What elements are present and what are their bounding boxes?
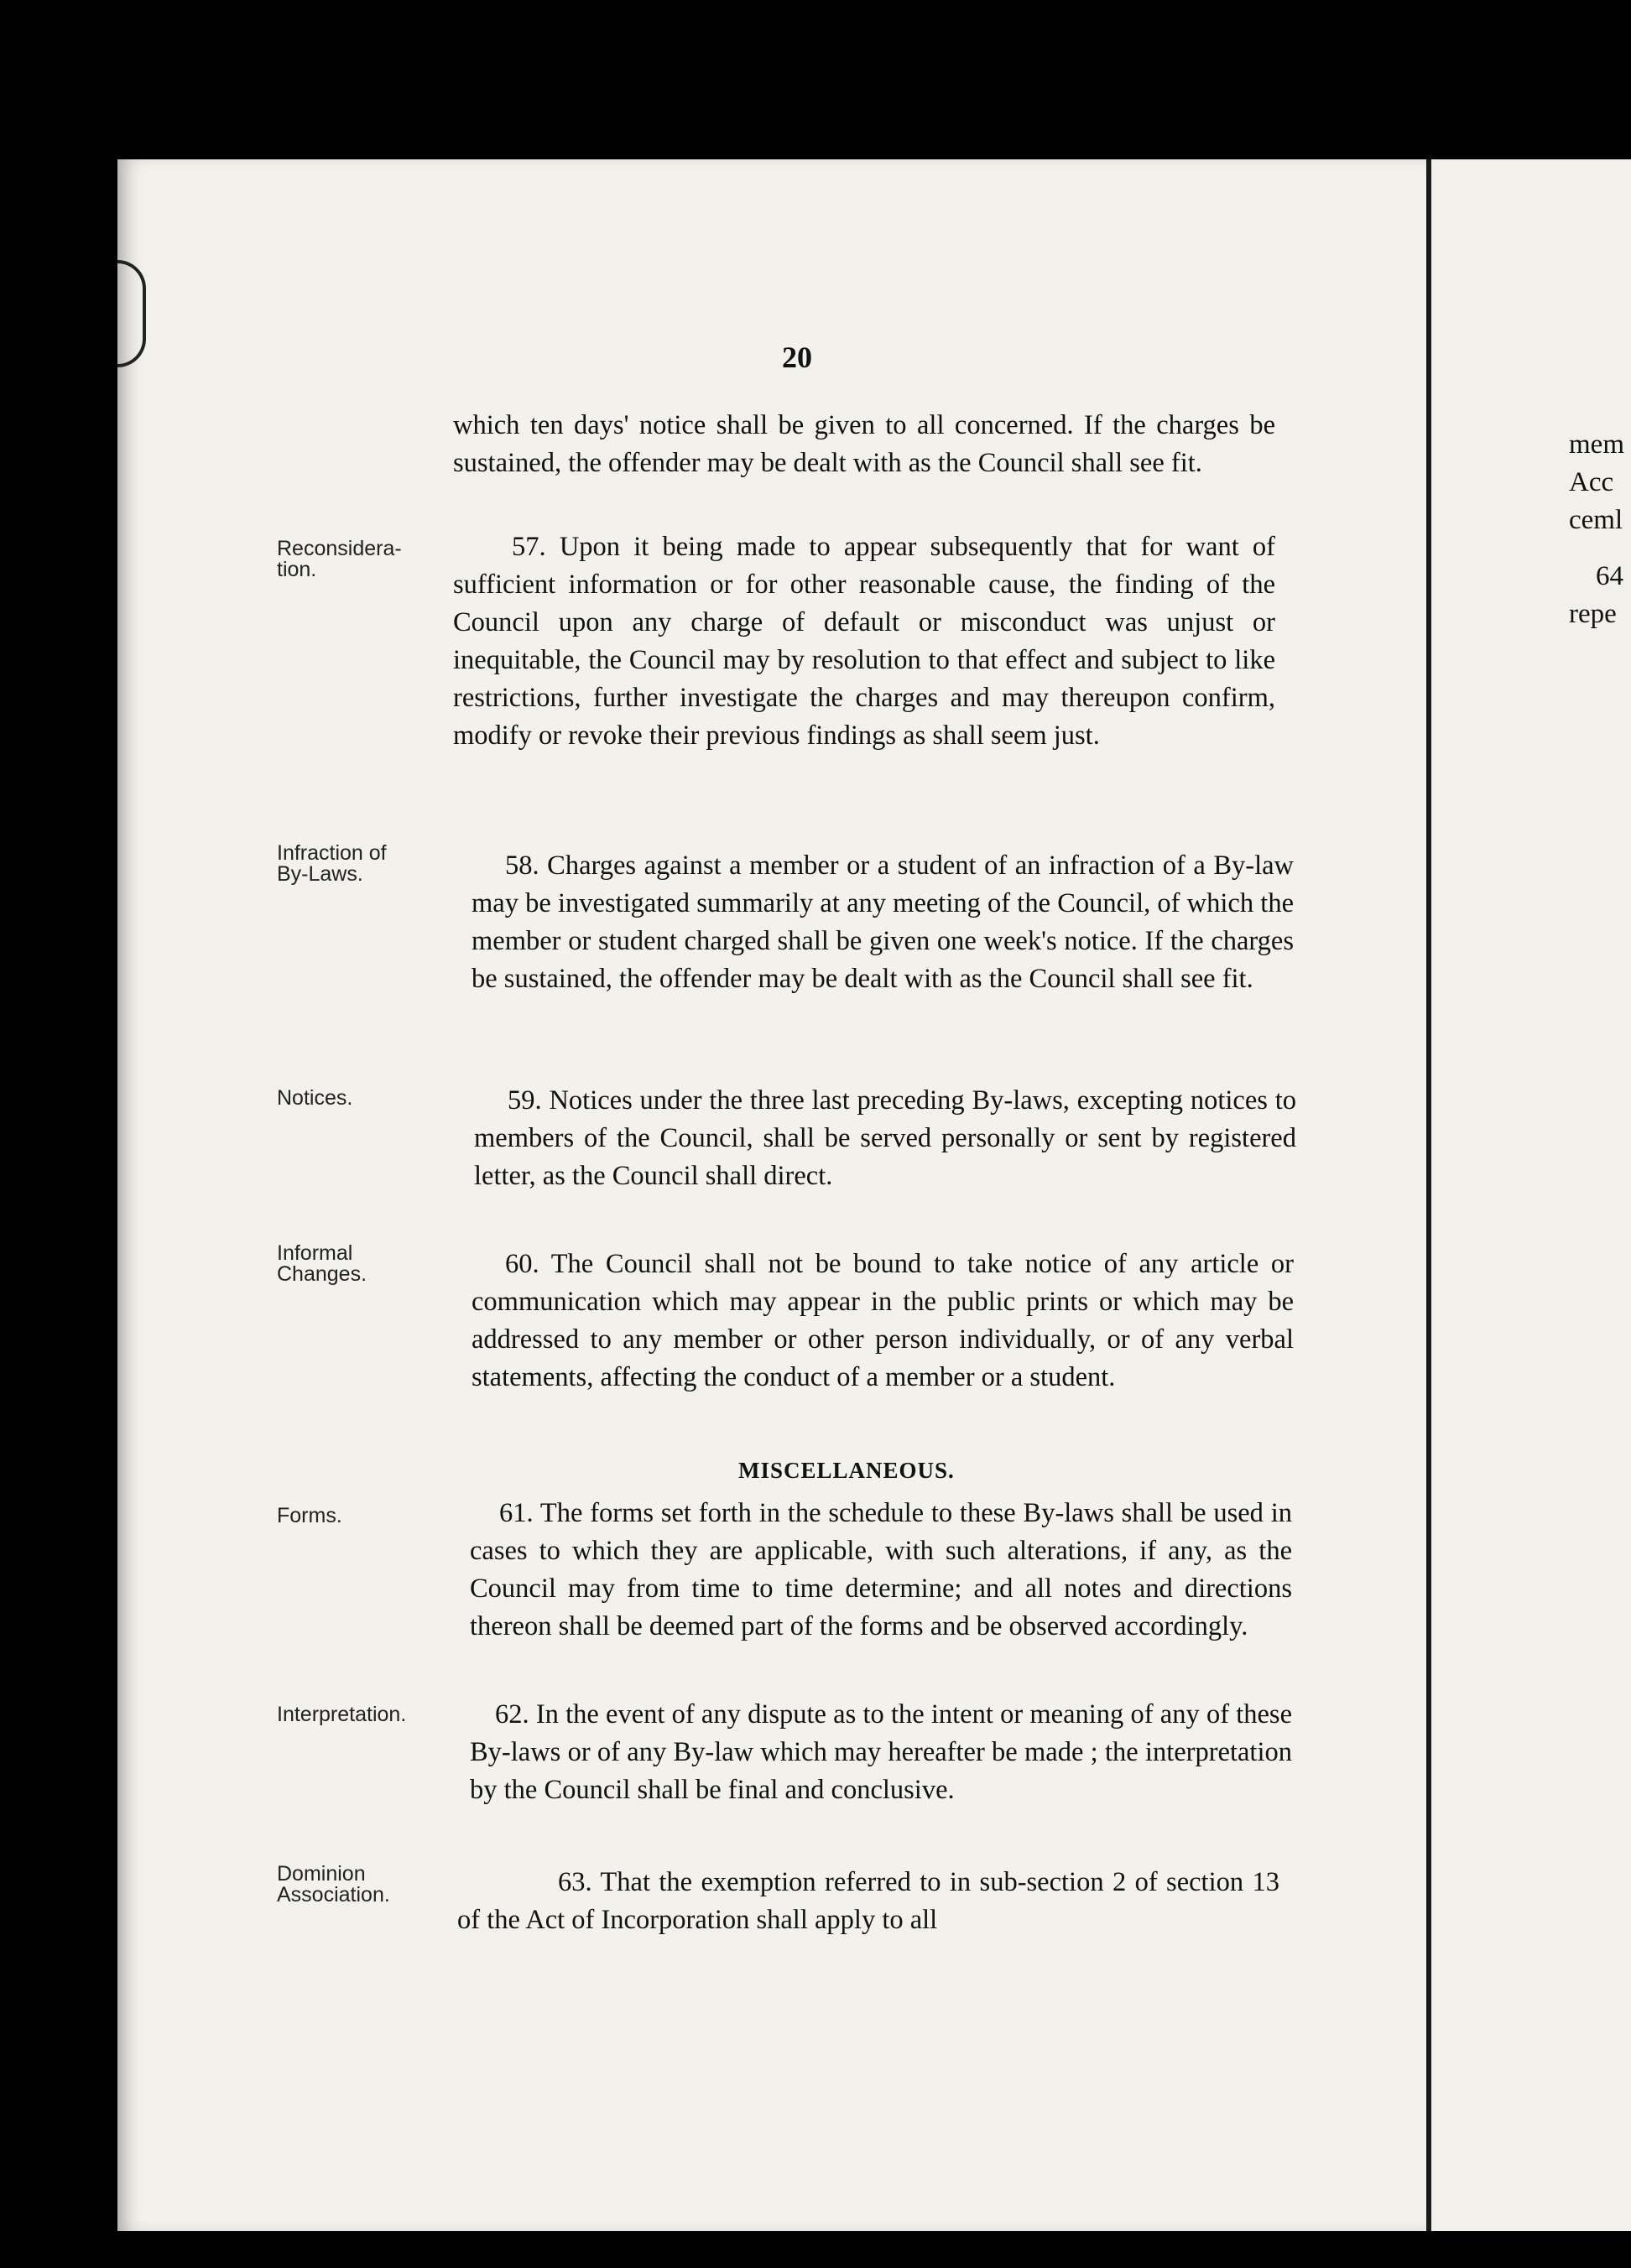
paragraph-62 (470, 1696, 1292, 1809)
paragraph-text: Charges against a member or a student of an infraction of a By-law may be investigated summarily at any meeting of the Council, of which the member or student charged shall be given one week's notice. If the charges be sustained, the offender may be dealt with as the Council shall see fit. (472, 850, 1294, 994)
page-number: 20 (782, 341, 812, 374)
paragraph-number: 60. (505, 1249, 539, 1279)
right-page-fragment: mem (1569, 429, 1624, 460)
binding-edge-mark (117, 260, 146, 367)
margin-note-dominion: Dominion Association. (277, 1862, 390, 1906)
right-page-fragment: ceml (1569, 505, 1623, 535)
paragraph-58 (472, 847, 1294, 998)
paragraph-57 (453, 528, 1275, 755)
paragraph-number: 58. (505, 850, 539, 881)
paragraph-text: which ten days' notice shall be given to all concerned. If the charges be sustained, the offender may be dealt with as the Council shall see fit. (453, 410, 1275, 478)
paragraph-number: 57. (512, 532, 546, 562)
margin-note-reconsideration: Reconsidera- tion. (277, 537, 402, 581)
paragraph-59 (474, 1082, 1296, 1195)
right-page-fragment: repe (1569, 599, 1617, 629)
paragraph-61 (470, 1495, 1292, 1646)
paragraph-text: The forms set forth in the schedule to these By-laws shall be used in cases to which they are applicable, with such alterations, if any, as the Council may from time to time determine; and all notes and directions thereon shall be deemed part of the forms and be observed accordingly. (470, 1498, 1292, 1641)
paragraph-text: Notices under the three last preceding By-laws, excepting notices to members of the Council, shall be served personally or sent by registered letter, as the Council shall direct. (474, 1085, 1297, 1191)
paragraph-number: 62. (495, 1699, 529, 1730)
section-heading: MISCELLANEOUS. (738, 1458, 955, 1483)
right-page-fragment: Acc (1569, 467, 1614, 497)
paragraph-text: Upon it being made to appear subsequently that for want of sufficient information or for other reasonable cause, the finding of the Council upon any charge of default or misconduct was unjust or inequitable, the Council may by resolution to that effect and subject to like restrictions, further investigate the charges and may thereupon confirm, modify or revoke their previous findings as shall seem just. (453, 532, 1275, 751)
margin-note-informal: Informal Changes. (277, 1241, 367, 1286)
paragraph-continuation (453, 407, 1275, 482)
paragraph-number: 61. (499, 1498, 534, 1528)
paragraph-text: The Council shall not be bound to take notice of any article or communication which may appear in the public prints or which may be addressed to any member or other person individually, or of any verbal statements, affecting the conduct of a member or a student. (472, 1249, 1294, 1392)
paragraph-60 (472, 1246, 1294, 1397)
paragraph-number: 63. (558, 1867, 592, 1897)
right-page-fragment: 64 (1596, 561, 1623, 591)
paragraph-63 (457, 1864, 1279, 1939)
margin-note-infraction: Infraction of By-Laws. (277, 841, 387, 886)
paragraph-number: 59. (508, 1085, 542, 1116)
paragraph-text: In the event of any dispute as to the intent or meaning of any of these By-laws or of any By-law which may hereafter be made ; the interpretation by the Council shall be final and conclusive. (470, 1699, 1293, 1805)
paragraph-text: That the exemption referred to in sub-section 2 of section 13 of the Act of Incorporation shall apply to all (457, 1867, 1279, 1935)
margin-note-forms: Forms. (277, 1504, 342, 1527)
margin-note-interpretation: Interpretation. (277, 1703, 407, 1726)
margin-note-notices: Notices. (277, 1086, 353, 1110)
